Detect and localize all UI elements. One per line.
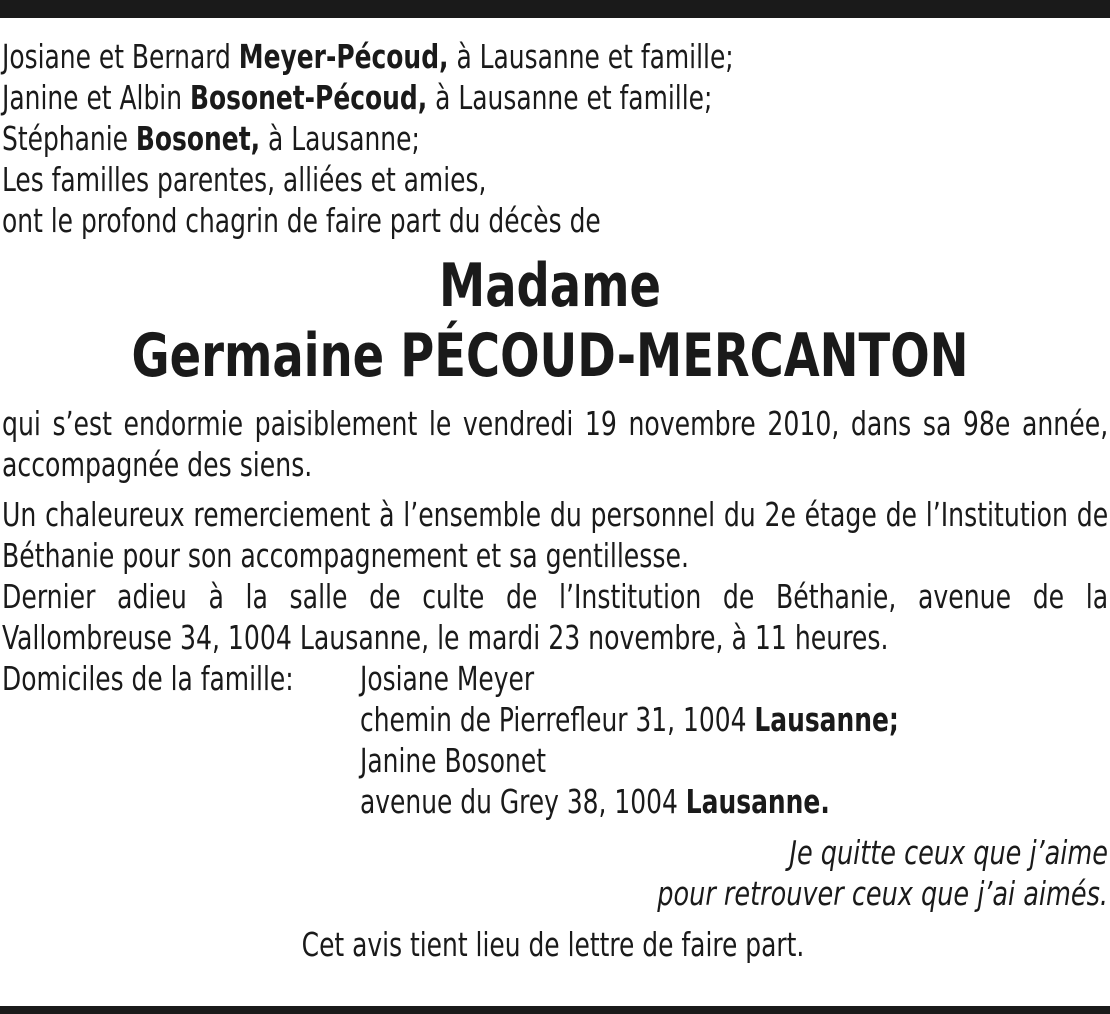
- deceased-title: Madame: [439, 251, 661, 321]
- family-line-text: Josiane et Bernard: [2, 37, 239, 76]
- passing-paragraph: qui s’est endormie paisiblement le vendredi 19 novembre 2010, dans sa 98e année, accompagnée des siens.: [2, 404, 1109, 484]
- family-line-relatives: Les familles parentes, alliées et amies,: [2, 160, 487, 199]
- deceased-name: Germaine PÉCOUD-MERCANTON: [131, 321, 969, 391]
- contact-street: chemin de Pierrefleur 31, 1004: [360, 700, 755, 739]
- contact-city: Lausanne;: [754, 700, 899, 739]
- family-surname: Bosonet,: [135, 119, 261, 158]
- domicile-row-4: [2, 781, 1108, 822]
- top-rule: [0, 0, 1110, 18]
- contact-name-1: Josiane Meyer: [360, 659, 535, 698]
- thanks-paragraph: Un chaleureux remerciement à l’ensemble du personnel du 2e étage de l’Institution de Béthanie pour son accompagnement et sa gentillesse.: [2, 495, 1109, 575]
- quote-line-1: Je quitte ceux que j’aime: [789, 833, 1108, 872]
- bottom-rule: [0, 1006, 1110, 1014]
- closing-line: Cet avis tient lieu de lettre de faire part.: [301, 925, 805, 964]
- family-line-text: Stéphanie: [2, 119, 136, 158]
- domicile-row-3: [2, 740, 1108, 781]
- family-line-text: à Lausanne et famille;: [448, 37, 734, 76]
- death-notice: [2, 36, 1108, 965]
- announcement-line: ont le profond chagrin de faire part du décès de: [2, 201, 601, 240]
- contact-address-1: [360, 699, 899, 740]
- domicile-row-1: [2, 658, 1108, 699]
- domiciles-block: [2, 658, 1108, 822]
- contact-name-2: Janine Bosonet: [360, 741, 546, 780]
- quote-line-2: pour retrouver ceux que j’ai aimés.: [657, 874, 1108, 913]
- family-line-meyer: [2, 36, 931, 77]
- family-surname: Meyer-Pécoud,: [238, 37, 449, 76]
- domicile-row-2: [2, 699, 1108, 740]
- family-line-text: Janine et Albin: [2, 78, 190, 117]
- contact-address-2: [360, 781, 830, 822]
- family-surname: Bosonet-Pécoud,: [189, 78, 428, 117]
- family-line-bosonet-pecoud: [2, 77, 931, 118]
- family-line-stephanie: [2, 118, 931, 159]
- contact-street: avenue du Grey 38, 1004: [360, 782, 686, 821]
- contact-city: Lausanne.: [685, 782, 830, 821]
- farewell-paragraph: Dernier adieu à la salle de culte de l’Institution de Béthanie, avenue de la Vallombreuse 34, 1004 Lausanne, le mardi 23 novembre, à 11 heures.: [2, 577, 1109, 657]
- family-line-text: à Lausanne;: [260, 119, 420, 158]
- family-line-text: à Lausanne et famille;: [427, 78, 713, 117]
- domiciles-label: Domiciles de la famille:: [2, 659, 294, 698]
